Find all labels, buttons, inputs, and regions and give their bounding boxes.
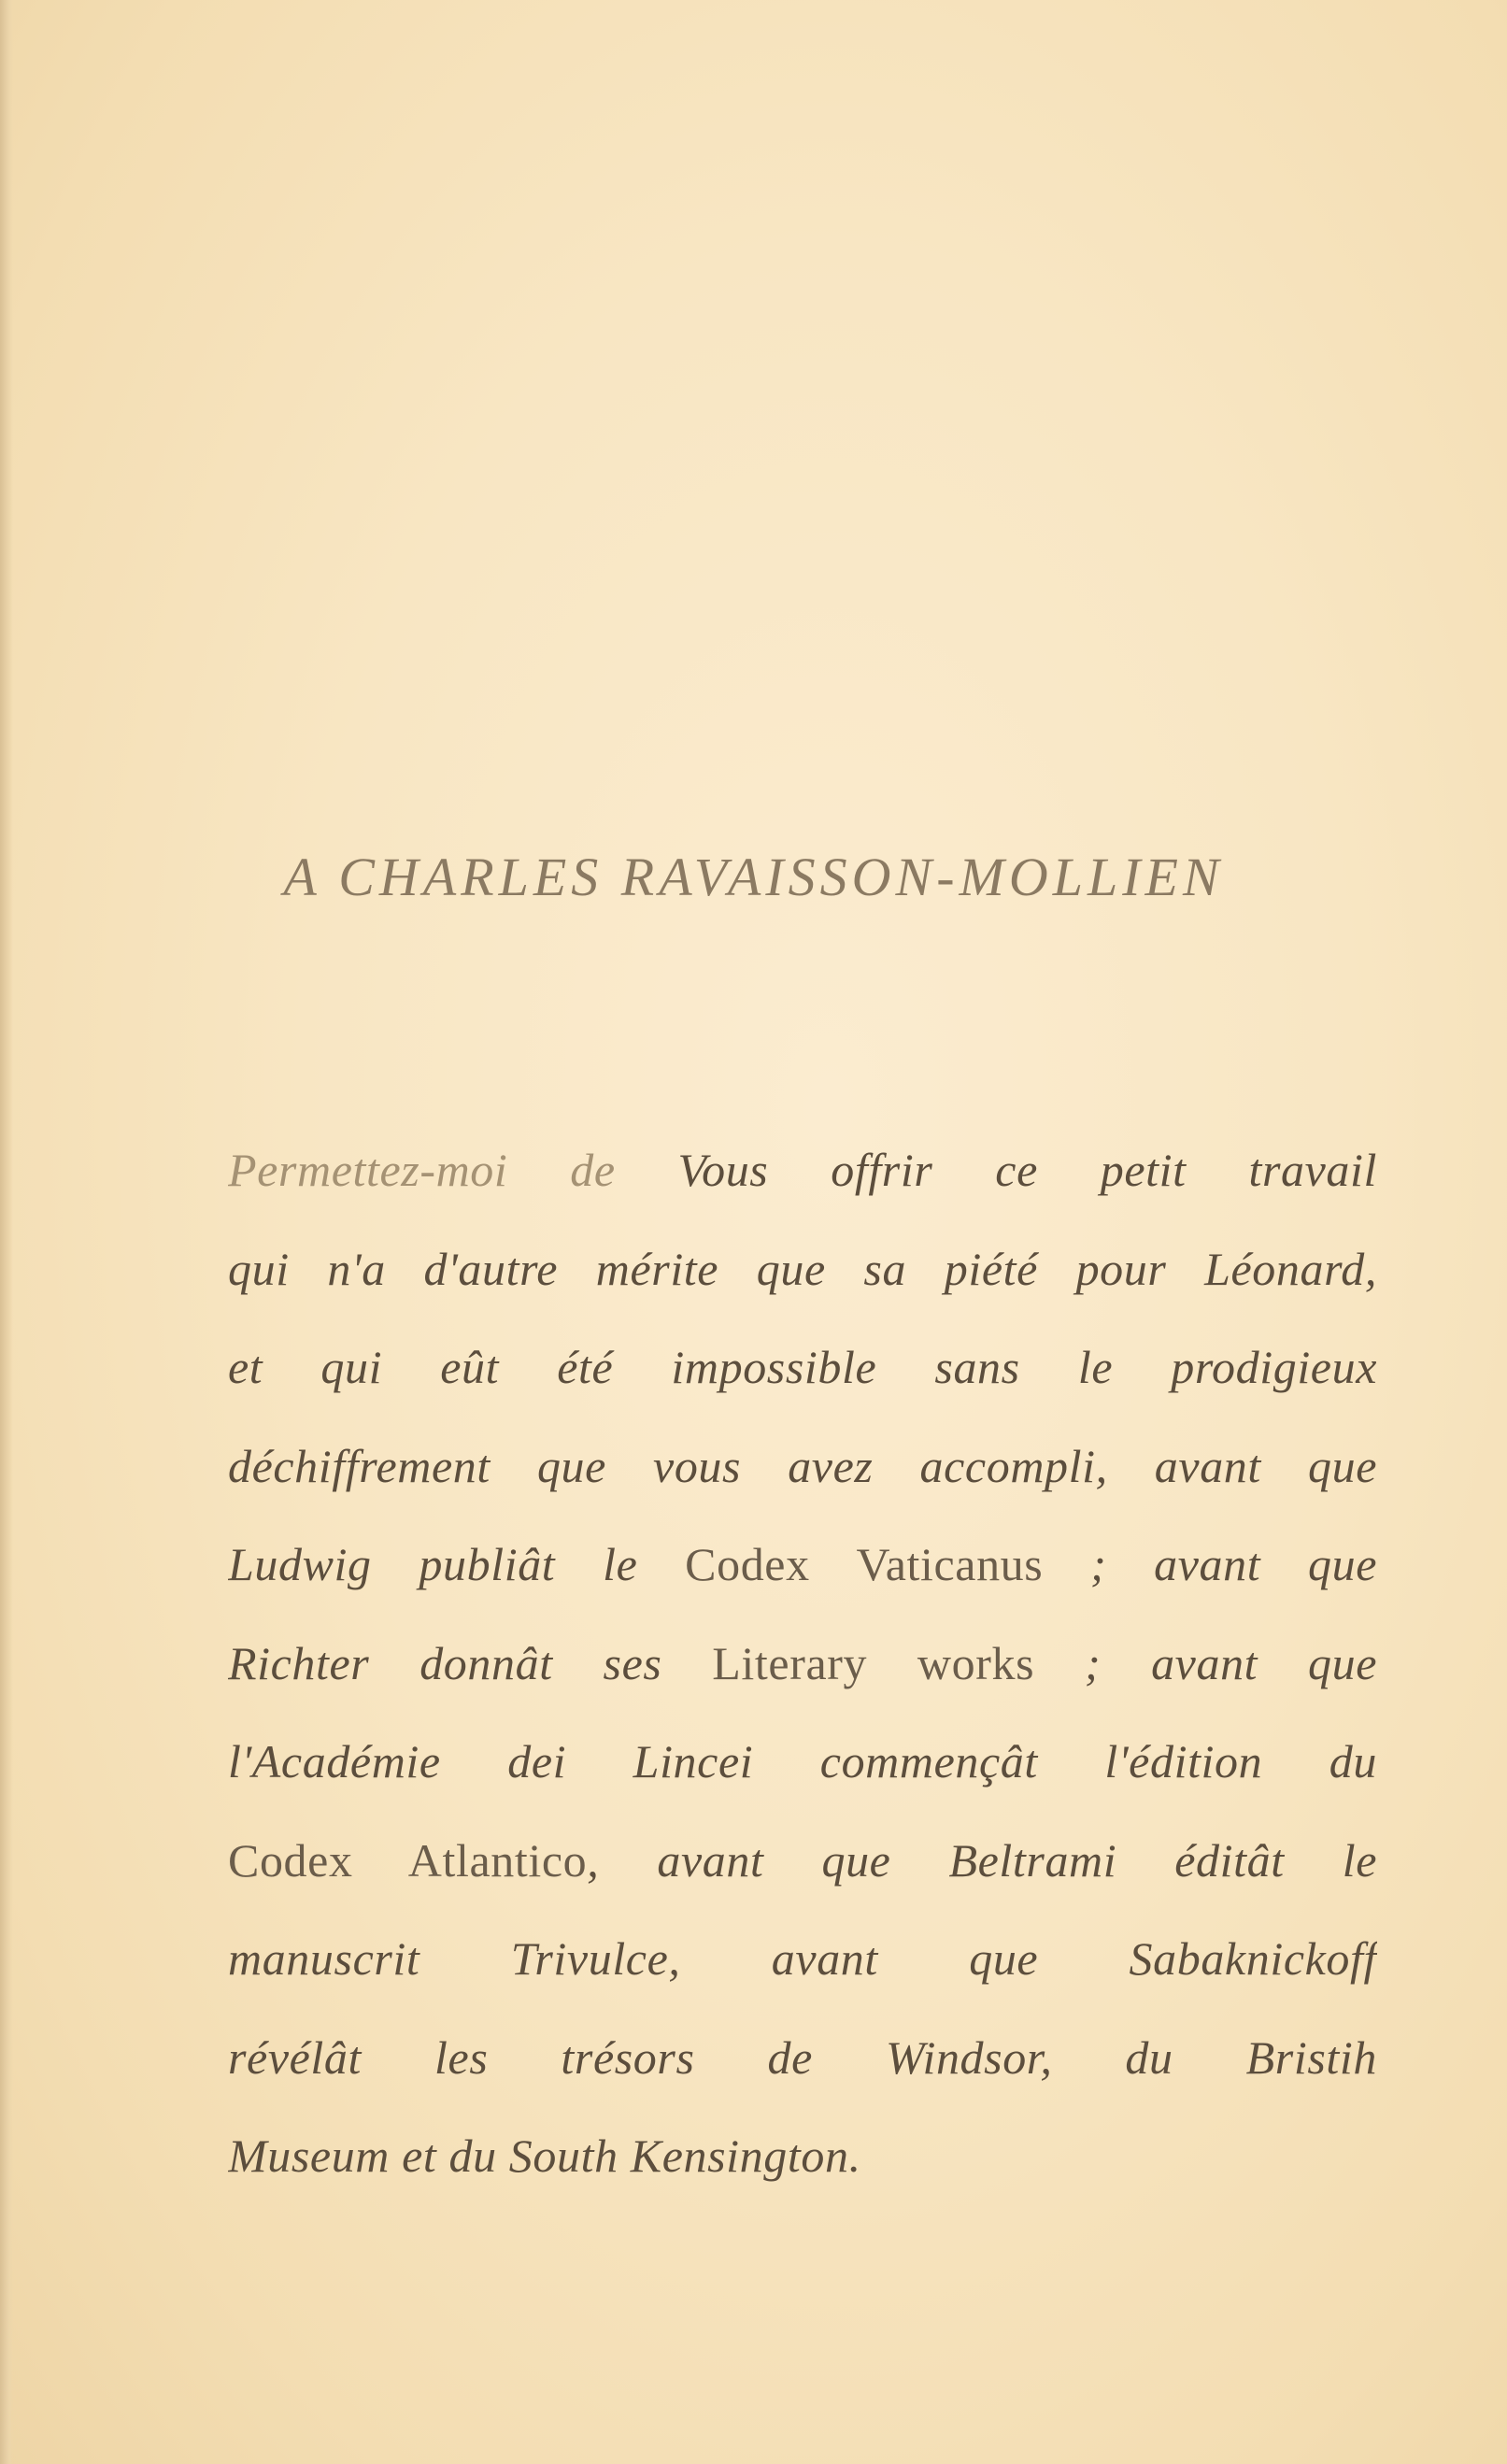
letter-text: révélât les trésors de Windsor, du Bristih (228, 2030, 1377, 2084)
letter-text: , avant que Beltrami éditât le (587, 1833, 1377, 1887)
letter-text: Museum et du South Kensington. (228, 2129, 861, 2182)
letter-text: ; avant que (1034, 1636, 1377, 1689)
work-title-text: Literary works (712, 1636, 1035, 1689)
work-title-text: Codex Atlantico (228, 1833, 588, 1887)
letter-text: qui n'a d'autre mérite que sa piété pour Léonard, (228, 1242, 1377, 1295)
letter-line (228, 1417, 1377, 1517)
letter-text: Richter donnât ses (228, 1636, 713, 1689)
letter-line (228, 1910, 1377, 2009)
work-title-text: Codex Vaticanus (685, 1538, 1044, 1590)
letter-text: l'Académie dei Lincei commençât l'édition du (228, 1735, 1377, 1787)
page-edge-shadow (0, 0, 13, 2464)
letter-text: manuscrit Trivulce, avant que Sabaknickoff (228, 1932, 1377, 1985)
letter-line (228, 1318, 1377, 1417)
letter-line (228, 1516, 1377, 1615)
letter-text: Vous offrir ce petit travail (677, 1144, 1377, 1196)
letter-text: Ludwig publiât le (228, 1538, 686, 1590)
letter-line (228, 1615, 1377, 1714)
letter-text: ; avant que (1043, 1538, 1377, 1590)
dedication-heading: A CHARLES RAVAISSON-MOLLIEN (283, 847, 1224, 907)
letter-line (228, 1121, 1377, 1220)
letter-line (228, 2009, 1377, 2108)
dedication-letter (228, 1121, 1377, 2206)
letter-line (228, 1713, 1377, 1812)
letter-line (228, 2107, 1377, 2206)
letter-text: Permettez-moi de (228, 1144, 678, 1196)
letter-line (228, 1812, 1377, 1911)
letter-line (228, 1220, 1377, 1319)
letter-text: déchiffrement que vous avez accompli, avant que (228, 1439, 1377, 1492)
letter-text: et qui eût été impossible sans le prodigieux (228, 1341, 1377, 1393)
